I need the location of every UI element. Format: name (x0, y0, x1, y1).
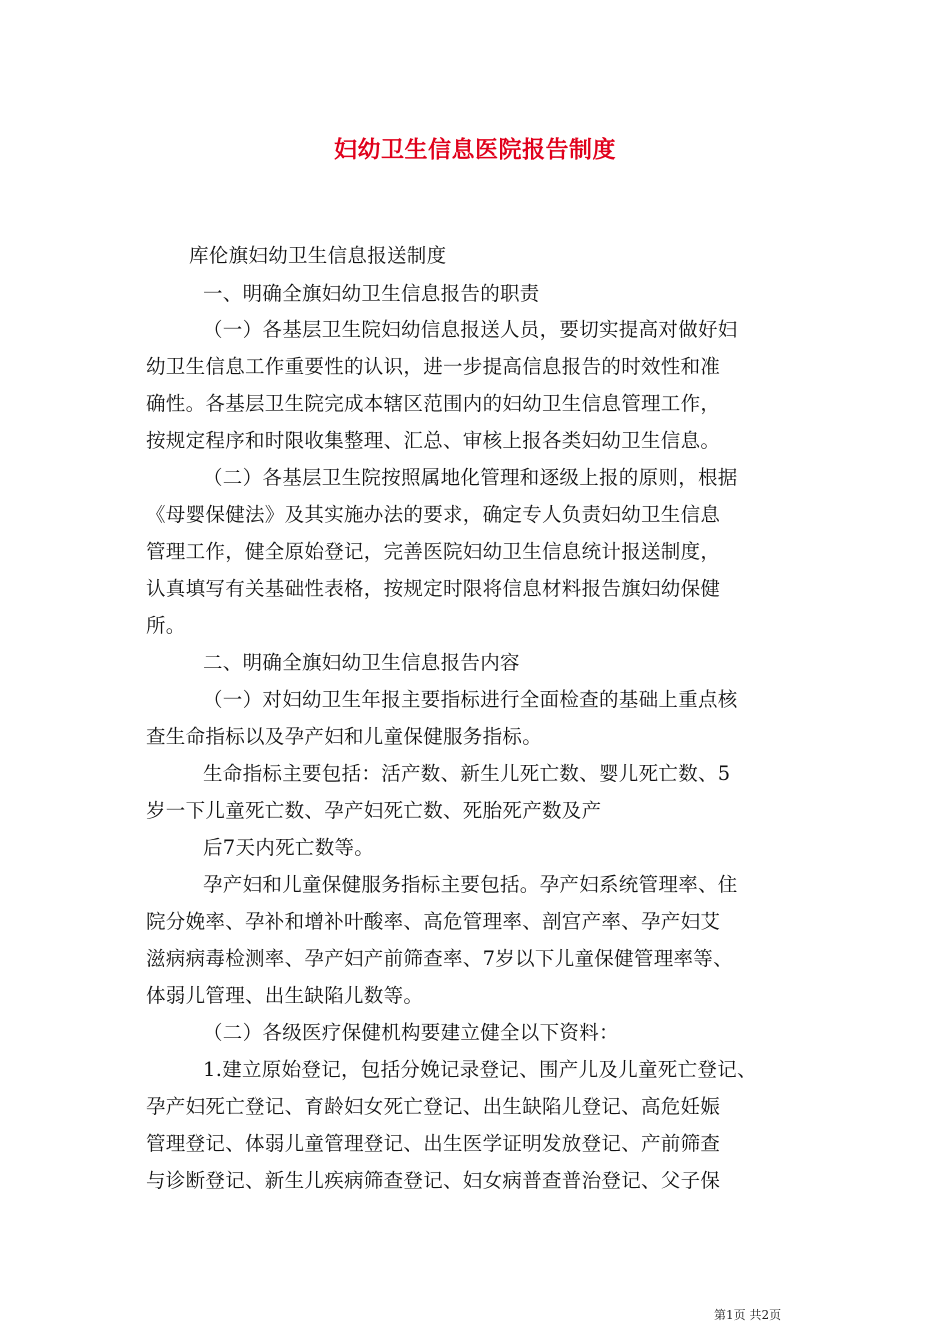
paragraph-line: 孕产妇和儿童保健服务指标主要包括。孕产妇系统管理率、住 (203, 873, 738, 896)
paragraph-line: 后7天内死亡数等。 (203, 836, 375, 859)
paragraph-line: 孕产妇死亡登记、育龄妇女死亡登记、出生缺陷儿登记、高危妊娠 (146, 1095, 721, 1118)
paragraph-line: 《母婴保健法》及其实施办法的要求，确定专人负责妇幼卫生信息 (146, 503, 721, 526)
section-heading: 二、明确全旗妇幼卫生信息报告内容 (203, 651, 520, 674)
paragraph-line: 与诊断登记、新生儿疾病筛查登记、妇女病普查普治登记、父子保 (146, 1169, 721, 1192)
paragraph-line: 管理工作，健全原始登记，完善医院妇幼卫生信息统计报送制度， (146, 540, 721, 563)
paragraph-line: （一）对妇幼卫生年报主要指标进行全面检查的基础上重点核 (203, 688, 738, 711)
paragraph-line: 按规定程序和时限收集整理、汇总、审核上报各类妇幼卫生信息。 (146, 429, 721, 452)
page-number: 第1页 共2页 (714, 1308, 782, 1322)
paragraph-line: 生命指标主要包括：活产数、新生儿死亡数、婴儿死亡数、5 (203, 762, 731, 785)
paragraph-line: 查生命指标以及孕产妇和儿童保健服务指标。 (146, 725, 543, 748)
subtitle-line: 库伦旗妇幼卫生信息报送制度 (189, 244, 447, 267)
paragraph-line: 滋病病毒检测率、孕产妇产前筛查率、7岁以下儿童保健管理率等、 (146, 947, 733, 970)
paragraph-line: 幼卫生信息工作重要性的认识，进一步提高信息报告的时效性和准 (146, 355, 721, 378)
paragraph-line: 认真填写有关基础性表格，按规定时限将信息材料报告旗妇幼保健 (146, 577, 721, 600)
paragraph-line: 体弱儿管理、出生缺陷儿数等。 (146, 984, 424, 1007)
paragraph-line: 1.建立原始登记，包括分娩记录登记、围产儿及儿童死亡登记、 (203, 1058, 757, 1081)
section-heading: 一、明确全旗妇幼卫生信息报告的职责 (203, 282, 540, 305)
paragraph-line: （二）各级医疗保健机构要建立健全以下资料： (203, 1021, 619, 1044)
paragraph-line: 确性。各基层卫生院完成本辖区范围内的妇幼卫生信息管理工作， (146, 392, 721, 415)
paragraph-line: （二）各基层卫生院按照属地化管理和逐级上报的原则，根据 (203, 466, 738, 489)
page-title: 妇幼卫生信息医院报告制度 (334, 136, 616, 163)
paragraph-line: 院分娩率、孕补和增补叶酸率、高危管理率、剖宫产率、孕产妇艾 (146, 910, 721, 933)
paragraph-line: 管理登记、体弱儿童管理登记、出生医学证明发放登记、产前筛查 (146, 1132, 721, 1155)
paragraph-line: （一）各基层卫生院妇幼信息报送人员，要切实提高对做好妇 (203, 318, 738, 341)
paragraph-line: 岁一下儿童死亡数、孕产妇死亡数、死胎死产数及产 (146, 799, 602, 822)
paragraph-line: 所。 (146, 614, 186, 637)
